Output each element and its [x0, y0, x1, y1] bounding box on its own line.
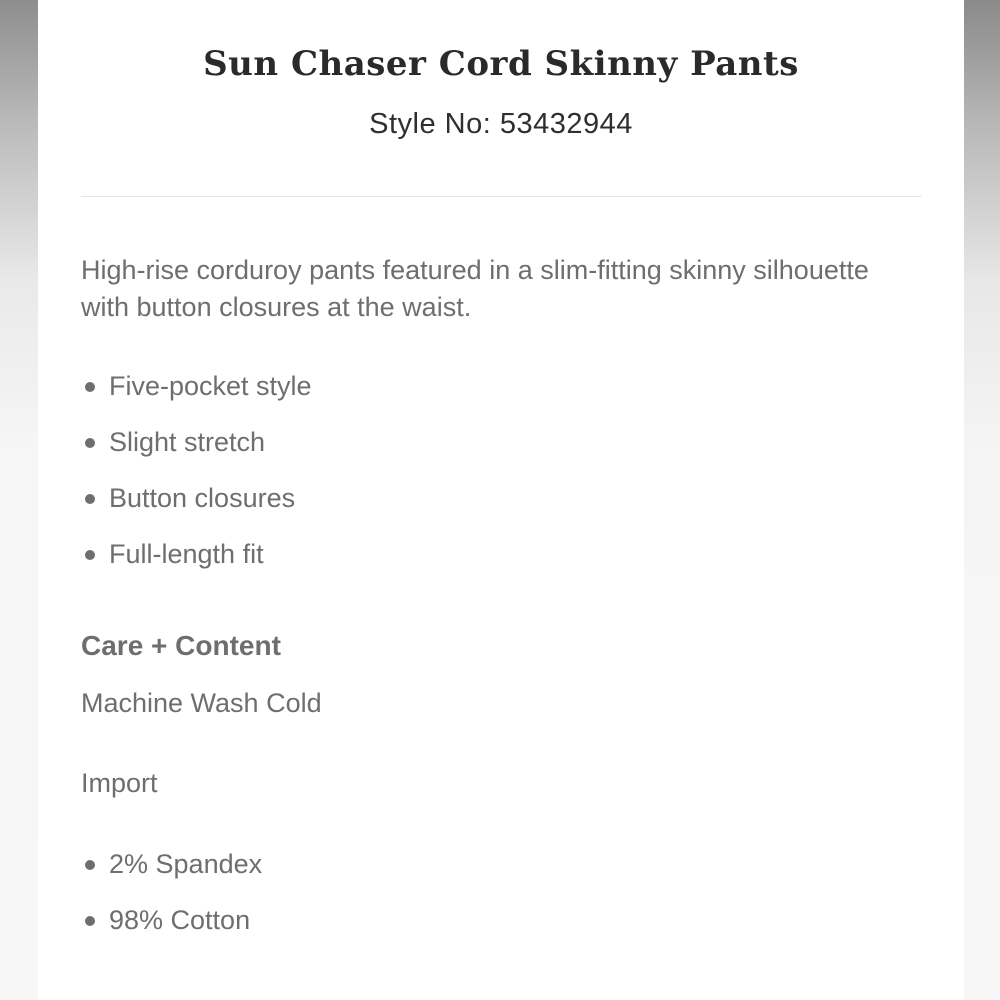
bullet-icon [85, 550, 95, 560]
product-description: High-rise corduroy pants featured in a slim-fitting skinny silhouette with button closures at the waist. [81, 255, 869, 322]
divider [81, 196, 922, 197]
care-origin: Import [81, 768, 158, 798]
composition-text: 2% Spandex [109, 849, 263, 879]
care-content-heading: Care + Content [81, 630, 281, 661]
feature-item [81, 480, 312, 536]
bullet-icon [85, 860, 95, 870]
bullet-icon [85, 494, 95, 504]
product-details-panel [38, 0, 964, 1000]
feature-text: Slight stretch [109, 427, 266, 457]
bullet-icon [85, 438, 95, 448]
feature-item [81, 368, 312, 424]
care-wash-instruction: Machine Wash Cold [81, 688, 322, 718]
feature-text: Full-length fit [109, 539, 264, 569]
feature-item [81, 424, 312, 480]
feature-text: Button closures [109, 483, 296, 513]
bullet-icon [85, 382, 95, 392]
composition-text: 98% Cotton [109, 905, 251, 935]
product-title: Sun Chaser Cord Skinny Pants [203, 44, 799, 84]
composition-list [81, 846, 262, 958]
composition-item [81, 902, 262, 958]
style-number: Style No: 53432944 [369, 108, 633, 140]
feature-item [81, 536, 312, 592]
left-edge-shadow [0, 0, 38, 1000]
bullet-icon [85, 916, 95, 926]
feature-list [81, 368, 312, 592]
composition-item [81, 846, 262, 902]
feature-text: Five-pocket style [109, 371, 312, 401]
right-edge-shadow [964, 0, 1000, 1000]
